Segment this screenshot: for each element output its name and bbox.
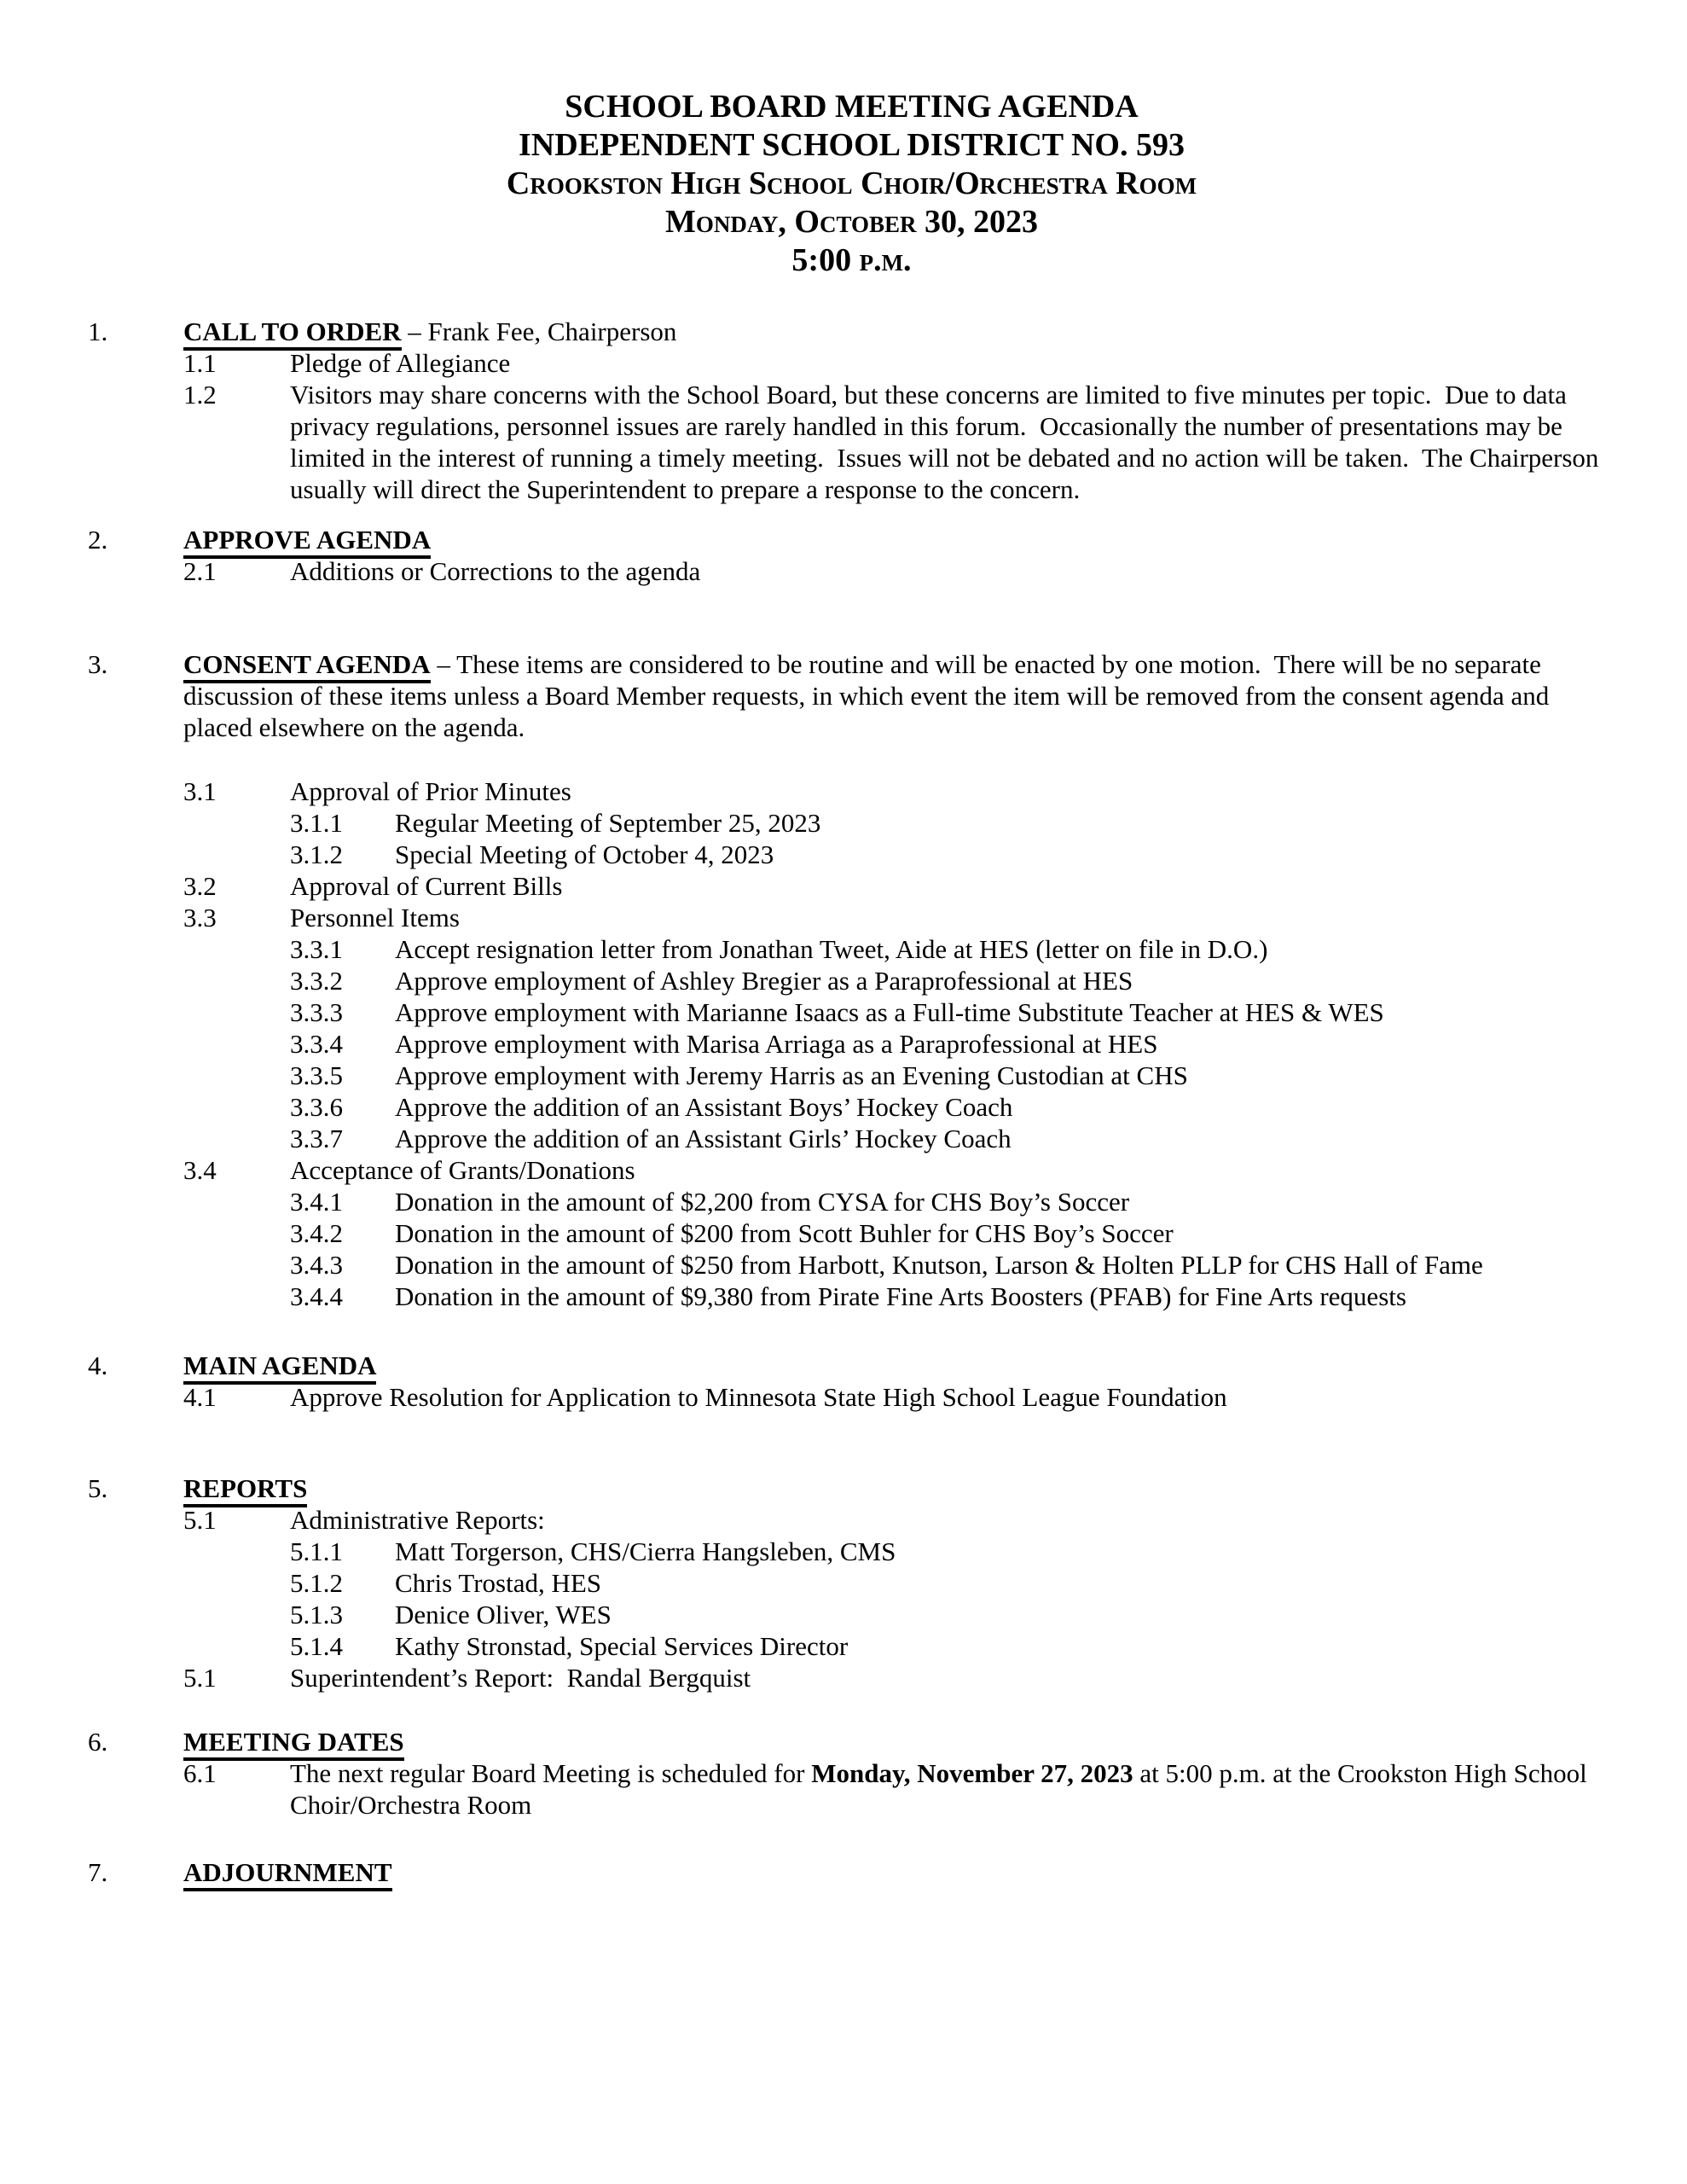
item-number: 5.1.3 (290, 1600, 343, 1629)
item-text: Approve employment with Jeremy Harris as an Evening Custodian at CHS (395, 1060, 1188, 1090)
section-title-suffix: – Frank Fee, Chairperson (401, 317, 677, 346)
item-number: 3.1.2 (290, 839, 343, 869)
item-number: 5.1.1 (290, 1536, 343, 1566)
item-text: Special Meeting of October 4, 2023 (395, 839, 774, 869)
item-text: Approve employment of Ashley Bregier as a Paraprofessional at HES (395, 966, 1133, 996)
item-number: 3.3.1 (290, 934, 343, 964)
section-heading-text (183, 1856, 1615, 1888)
item-number: 3.3.2 (290, 966, 343, 996)
item-text: Approve Resolution for Application to Minnesota State High School League Foundation (290, 1382, 1227, 1412)
section-heading-text (183, 524, 1615, 555)
item-number: 3.1 (183, 776, 217, 806)
item-number: 3.4.1 (290, 1187, 343, 1217)
section-approve-agenda (88, 524, 1615, 587)
item-text: Administrative Reports: (290, 1505, 545, 1535)
item-number: 3.4.2 (290, 1218, 343, 1248)
section-title: MEETING DATES (183, 1727, 404, 1761)
item-text (290, 1757, 1615, 1821)
section-title: APPROVE AGENDA (183, 525, 431, 559)
item-1-1 (88, 347, 1615, 379)
section-adjournment (88, 1856, 1615, 1888)
item-number: 3.3.4 (290, 1029, 343, 1059)
item-6-1 (88, 1757, 1615, 1821)
item-text: Approval of Current Bills (290, 871, 563, 901)
section-title: MAIN AGENDA (183, 1350, 376, 1385)
item-number: 3.4 (183, 1155, 217, 1185)
item-text: Approve employment with Marisa Arriaga as a Paraprofessional at HES (395, 1029, 1158, 1059)
item-3-3-4 (88, 1028, 1615, 1060)
item-3-1-1 (88, 807, 1615, 839)
item-5-1-administrative (88, 1504, 1615, 1536)
item-number: 3.3.3 (290, 997, 343, 1027)
section-heading-row (88, 648, 1615, 743)
section-consent-agenda (88, 648, 1615, 1312)
item-text: Matt Torgerson, CHS/Cierra Hangsleben, CMS (395, 1536, 896, 1566)
item-text: Approve employment with Marianne Isaacs as a Full-time Substitute Teacher at HES & WES (395, 997, 1384, 1027)
section-number: 1. (88, 317, 108, 346)
item-3-4-1 (88, 1186, 1615, 1217)
item-3-3-1 (88, 933, 1615, 965)
item-text: Superintendent’s Report: Randal Bergquist (290, 1663, 751, 1693)
item-3-3-6 (88, 1091, 1615, 1123)
item-text-post: at 5:00 p.m. at the Crookston High School Choir/Orchestra Room (290, 1758, 1594, 1820)
district-line: INDEPENDENT SCHOOL DISTRICT NO. 593 (519, 127, 1185, 163)
item-3-3-2 (88, 965, 1615, 996)
item-number: 1.2 (183, 380, 217, 410)
item-3-4 (88, 1154, 1615, 1186)
item-number: 5.1 (183, 1505, 217, 1535)
section-heading-text (183, 1726, 1615, 1757)
section-number: 2. (88, 525, 108, 555)
section-heading-text (183, 316, 1615, 347)
item-number: 3.3.6 (290, 1092, 343, 1122)
item-3-2 (88, 870, 1615, 902)
item-text: Visitors may share concerns with the School Board, but these concerns are limited to five minutes per topic. Due to data privacy regulations, personnel issues are rarely handled in this forum. Occasionally the number of presentations may be limited in the interest of running a timely meeting. Issues will not be debated and no action will be taken. The Chairperson usually will direct the Superintendent to prepare a response to the concern. (290, 380, 1606, 504)
item-text: Regular Meeting of September 25, 2023 (395, 808, 821, 838)
item-number: 3.4.4 (290, 1281, 343, 1311)
item-3-4-2 (88, 1217, 1615, 1249)
item-5-1-2 (88, 1567, 1615, 1599)
section-title: CALL TO ORDER (183, 317, 402, 351)
section-heading-text (183, 1350, 1615, 1381)
section-heading-row (88, 1472, 1615, 1504)
item-text-pre: The next regular Board Meeting is scheduled for (290, 1758, 812, 1788)
item-number: 2.1 (183, 556, 217, 586)
section-meeting-dates (88, 1726, 1615, 1821)
agenda-body (88, 316, 1615, 1888)
item-4-1 (88, 1381, 1615, 1413)
item-number: 5.1.4 (290, 1631, 343, 1661)
item-number: 3.1.1 (290, 808, 343, 838)
document-header (88, 88, 1615, 280)
document-title: SCHOOL BOARD MEETING AGENDA (565, 89, 1139, 125)
item-2-1 (88, 555, 1615, 587)
item-text: Denice Oliver, WES (395, 1600, 612, 1629)
item-5-1-4 (88, 1630, 1615, 1662)
item-3-4-4 (88, 1281, 1615, 1312)
item-5-1-3 (88, 1599, 1615, 1630)
item-3-3-7 (88, 1123, 1615, 1154)
consent-agenda-items (88, 775, 1615, 1312)
section-call-to-order (88, 316, 1615, 505)
section-heading-row (88, 1350, 1615, 1381)
item-number: 5.1.2 (290, 1568, 343, 1598)
item-text: Pledge of Allegiance (290, 348, 511, 378)
item-text: Donation in the amount of $250 from Harbott, Knutson, Larson & Holten PLLP for CHS Hall of Fame (395, 1250, 1483, 1280)
item-text: Acceptance of Grants/Donations (290, 1155, 635, 1185)
item-text: Accept resignation letter from Jonathan Tweet, Aide at HES (letter on file in D.O.) (395, 934, 1268, 964)
section-heading-row (88, 1856, 1615, 1888)
item-number: 4.1 (183, 1382, 217, 1412)
item-3-1 (88, 775, 1615, 807)
item-number: 5.1 (183, 1663, 217, 1693)
section-number: 4. (88, 1350, 108, 1380)
item-number: 3.4.3 (290, 1250, 343, 1280)
item-text: Donation in the amount of $9,380 from Pirate Fine Arts Boosters (PFAB) for Fine Arts requests (395, 1281, 1406, 1311)
item-number: 3.2 (183, 871, 217, 901)
section-heading-row (88, 524, 1615, 555)
time-line: 5:00 p.m. (791, 242, 912, 278)
item-3-1-2 (88, 839, 1615, 870)
item-text: Chris Trostad, HES (395, 1568, 602, 1598)
item-number: 3.3.5 (290, 1060, 343, 1090)
item-text: Approve the addition of an Assistant Boys’ Hockey Coach (395, 1092, 1013, 1122)
item-text: Approve the addition of an Assistant Girls’ Hockey Coach (395, 1124, 1012, 1153)
item-text: Additions or Corrections to the agenda (290, 556, 701, 586)
item-5-1-superintendent (88, 1662, 1615, 1693)
section-heading-row (88, 316, 1615, 347)
section-title: ADJOURNMENT (183, 1857, 392, 1891)
location-line: Crookston High School Choir/Orchestra Room (506, 166, 1197, 201)
item-3-3-3 (88, 996, 1615, 1028)
item-3-3 (88, 902, 1615, 933)
section-title-suffix: – These items are considered to be routine and will be enacted by one motion. There will be no separate discussion of these items unless a Board Member requests, in which event the item will be removed from the consent agenda and placed elsewhere on the agenda. (183, 649, 1557, 742)
item-1-2 (88, 379, 1615, 505)
section-heading-text (183, 648, 1615, 743)
item-3-4-3 (88, 1249, 1615, 1281)
item-number: 3.3.7 (290, 1124, 343, 1153)
section-number: 3. (88, 649, 108, 679)
item-text: Donation in the amount of $200 from Scott Buhler for CHS Boy’s Soccer (395, 1218, 1174, 1248)
section-title: CONSENT AGENDA (183, 649, 431, 683)
item-5-1-1 (88, 1536, 1615, 1567)
date-line: Monday, October 30, 2023 (665, 204, 1038, 240)
item-text: Personnel Items (290, 903, 460, 932)
section-number: 5. (88, 1473, 108, 1503)
section-title: REPORTS (183, 1473, 307, 1507)
section-number: 7. (88, 1857, 108, 1887)
section-main-agenda (88, 1350, 1615, 1413)
item-text: Kathy Stronstad, Special Services Director (395, 1631, 849, 1661)
item-number: 1.1 (183, 348, 217, 378)
item-number: 3.3 (183, 903, 217, 932)
item-number: 6.1 (183, 1758, 217, 1788)
item-text: Donation in the amount of $2,200 from CYSA for CHS Boy’s Soccer (395, 1187, 1130, 1217)
section-reports (88, 1472, 1615, 1693)
item-3-3-5 (88, 1060, 1615, 1091)
section-number: 6. (88, 1727, 108, 1757)
next-meeting-date: Monday, November 27, 2023 (811, 1758, 1133, 1788)
section-heading-text (183, 1472, 1615, 1504)
section-heading-row (88, 1726, 1615, 1757)
item-text: Approval of Prior Minutes (290, 776, 571, 806)
